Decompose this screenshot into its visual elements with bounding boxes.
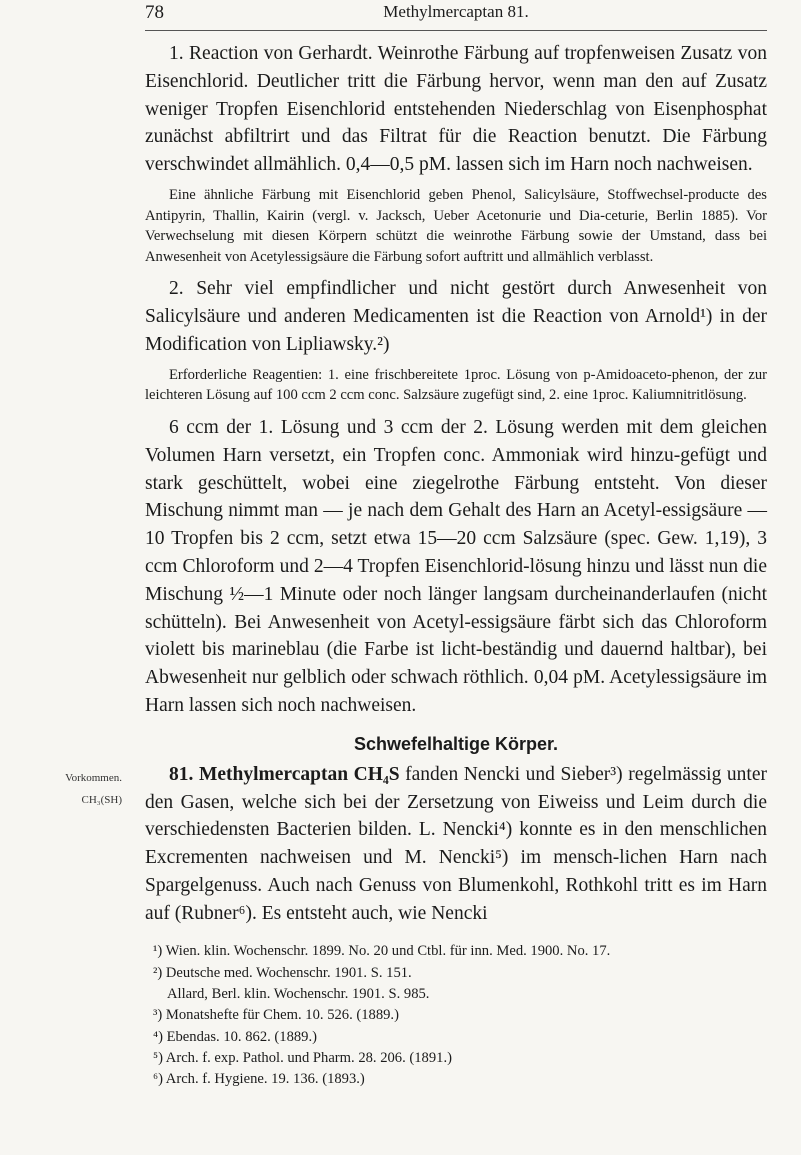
reagents-note: Erforderliche Reagentien: 1. eine frischbereitete 1proc. Lösung von p-Amidoaceto-phenon, der zur leichteren Lösung auf 100 ccm 2 ccm conc. Salzsäure zugefügt sind, 2. eine 1proc. Kaliumnitritlösung.: [145, 366, 767, 404]
footnote-5: ⁵) Arch. f. exp. Pathol. und Pharm. 28. 206. (1891.): [153, 1049, 452, 1066]
footnote-4: ⁴) Ebendas. 10. 862. (1889.): [153, 1028, 317, 1045]
footnote-2: ²) Deutsche med. Wochenschr. 1901. S. 151.: [153, 964, 412, 981]
footnotes: [145, 941, 767, 1090]
procedure-paragraph: 6 ccm der 1. Lösung und 3 ccm der 2. Lösung werden mit dem gleichen Volumen Harn versetzt, ein Tropfen conc. Ammoniak wird hinzu-gefügt und stark geschüttelt, wobei eine ziegelrothe Färbung entsteht. Von dieser Mischung nimmt man — je nach dem Gehalt des Harn an Acetyl-essigsäure — 10 Tropfen bis 2 ccm, setzt etwa 15—20 ccm Salzsäure (spec. Gew. 1,19), 3 ccm Chloroform und 2—4 Tropfen Eisenchlorid-lösung hinzu und lässt nun die Mischung ½—1 Minute oder noch länger langsam durcheinanderlaufen (nicht schütteln). Bei Anwesenheit von Acetyl-essigsäure färbt sich das Chloroform violett bis marineblau (die Farbe ist licht-beständig und dauernd haltbar), bei Abwesenheit nur gelblich oder schwach röthlich. 0,04 pM. Acetylessigsäure im Harn lassen sich noch nachweisen.: [145, 416, 767, 716]
reaction-arnold-paragraph: 2. Sehr viel empfindlicher und nicht gestört durch Anwesenheit von Salicylsäure und anderen Medicamenten ist die Reaction von Arnold¹) in der Modification von Lipliawsky.²): [145, 278, 767, 355]
small-print-note-1: Eine ähnliche Färbung mit Eisenchlorid geben Phenol, Salicylsäure, Stoffwechsel-producte des Antipyrin, Thallin, Kairin (vergl. v. Jacksch, Ueber Acetonurie und Dia-ceturie, Berlin 1885). Vor Verwechselung mit diesen Körpern schützt die weinrothe Färbung sowie der Umstand, dass bei Anwesenheit von Acetylessigsäure die Färbung sofort auftritt und allmählich verblasst.: [145, 186, 767, 265]
page-header: [145, 0, 767, 31]
methylmercaptan-paragraph: [65, 761, 767, 928]
methylmercaptan-term: 81. Methylmercaptan CH₄S: [169, 763, 400, 785]
margin-note-formula: CH₃(SH): [81, 793, 122, 806]
methylmercaptan-text: fanden Nencki und Sieber³) regelmässig unter den Gasen, welche sich bei der Zersetzung von Eiweiss und Leim durch die verschiedensten Bacterien bilden. L. Nencki⁴) konnte es in den menschlichen Excrementen nachweisen und M. Nencki⁵) im mensch-lichen Harn nach Spargelgenuss. Auch nach Genuss von Blumenkohl, Rothkohl tritt es im Harn auf (Rubner⁶). Es entsteht auch, wie Nencki: [145, 763, 767, 924]
footnote-3: ³) Monatshefte für Chem. 10. 526. (1889.): [153, 1007, 399, 1024]
page-number: 78: [145, 2, 164, 23]
footnote-1: ¹) Wien. klin. Wochenschr. 1899. No. 20 und Ctbl. für inn. Med. 1900. No. 17.: [153, 943, 611, 960]
margin-note: [2, 767, 122, 811]
page-body: [65, 40, 767, 1091]
footnote-2-continued: Allard, Berl. klin. Wochenschr. 1901. S. 985.: [167, 986, 430, 1003]
footnote-6: ⁶) Arch. f. Hygiene. 19. 136. (1893.): [153, 1071, 365, 1088]
section-heading: Schwefelhaltige Körper.: [353, 733, 559, 754]
running-title: Methylmercaptan 81.: [383, 2, 529, 21]
reaction-gerhardt-paragraph: 1. Reaction von Gerhardt. Weinrothe Färbung auf tropfenweisen Zusatz von Eisenchlorid. Deutlicher tritt die Färbung hervor, wenn man den auf Zusatz weniger Tropfen Eisenchlorid entstehenden Niederschlag von Eisenphosphat zunächst abfiltrirt und das Filtrat für die Reaction benutzt. Die Färbung verschwindet allmählich. 0,4—0,5 pM. lassen sich im Harn noch nachweisen.: [145, 43, 767, 176]
margin-note-vorkommen: Vorkommen.: [65, 771, 122, 784]
